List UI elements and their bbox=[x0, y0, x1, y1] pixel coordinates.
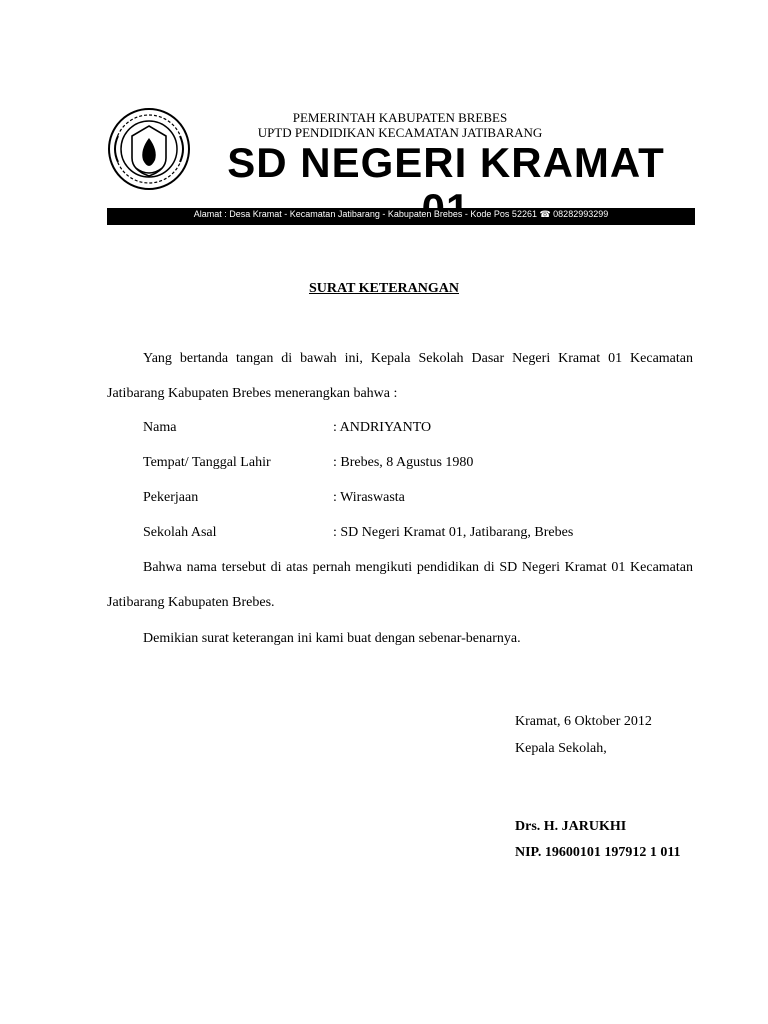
field-value: : Brebes, 8 Agustus 1980 bbox=[333, 455, 474, 470]
signer-name: Drs. H. JARUKHI bbox=[515, 819, 627, 834]
document-title: SURAT KETERANGAN bbox=[308, 281, 459, 296]
address-bar bbox=[107, 208, 695, 225]
closing-paragraph: Demikian surat keterangan ini kami buat dengan sebenar-benarnya. bbox=[143, 631, 521, 646]
regency-emblem-icon bbox=[106, 106, 192, 192]
school-name: SD NEGERI KRAMAT bbox=[227, 139, 665, 186]
statement-paragraph: Bahwa nama tersebut di atas pernah mengikuti pendidikan di SD Negeri Kramat 01 Kecamatan Jatibarang Kabupaten Brebes. bbox=[107, 560, 693, 610]
field-label: Tempat/ Tanggal Lahir bbox=[143, 455, 271, 470]
field-label: Pekerjaan bbox=[143, 490, 199, 505]
field-label: Sekolah Asal bbox=[143, 525, 217, 540]
signer-nip: NIP. 19600101 197912 1 011 bbox=[515, 845, 681, 860]
signer-position: Kepala Sekolah, bbox=[515, 741, 607, 756]
place-date: Kramat, 6 Oktober 2012 bbox=[515, 714, 652, 729]
field-label: Nama bbox=[143, 420, 177, 435]
field-value: : ANDRIYANTO bbox=[333, 420, 432, 435]
government-line: PEMERINTAH KABUPATEN BREBES bbox=[292, 110, 508, 125]
opening-paragraph: Yang bertanda tangan di bawah ini, Kepala Sekolah Dasar Negeri Kramat 01 Kecamatan Jatibarang Kabupaten Brebes menerangkan bahwa : bbox=[107, 351, 693, 401]
office-line: UPTD PENDIDIKAN KECAMATAN JATIBARANG bbox=[257, 125, 543, 140]
field-value: : SD Negeri Kramat 01, Jatibarang, Brebes bbox=[333, 525, 574, 540]
address-text: Alamat : Desa Kramat - Kecamatan Jatibarang - Kabupaten Brebes - Kode Pos 52261 ☎ 08282993299 bbox=[193, 209, 609, 219]
field-value: : Wiraswasta bbox=[333, 490, 405, 505]
